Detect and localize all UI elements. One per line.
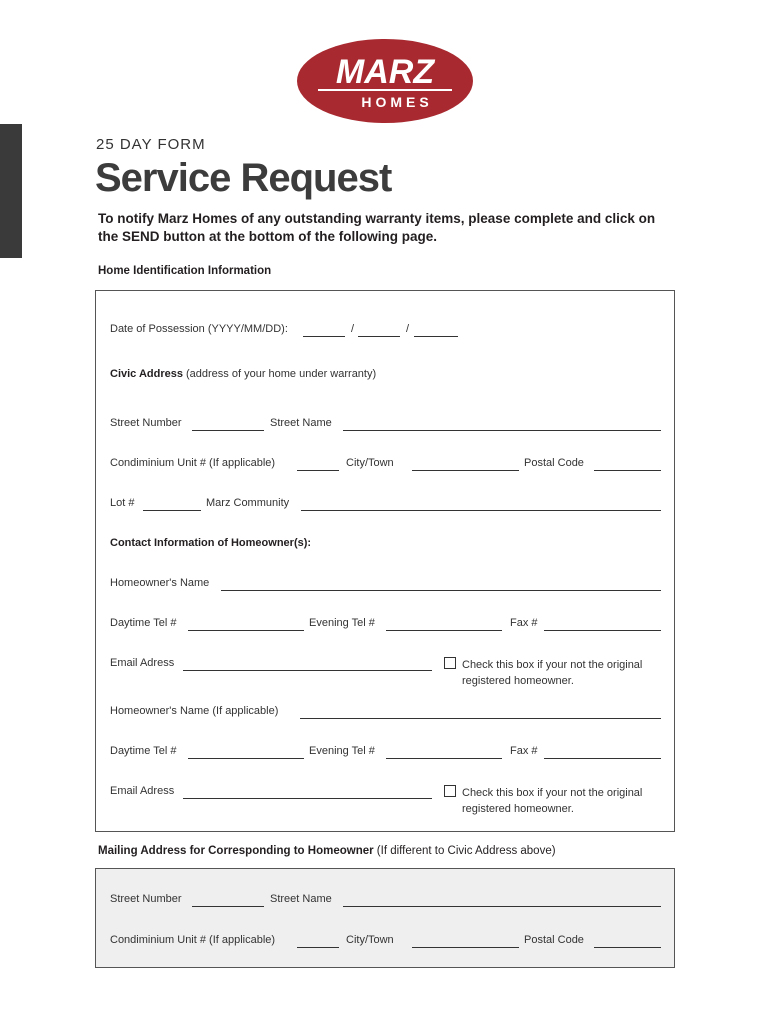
- email-label: Email Adress: [110, 785, 175, 797]
- owner-name-2-label: Homeowner's Name (If applicable): [110, 705, 279, 717]
- owner-name-2-row: [110, 705, 660, 721]
- email-label: Email Adress: [110, 657, 175, 669]
- daytime-tel-label: Daytime Tel #: [110, 617, 177, 629]
- marz-homes-logo: [296, 38, 474, 124]
- contact-section-heading: Contact Information of Homeowner(s):: [110, 537, 312, 549]
- condo-unit-field[interactable]: [297, 470, 339, 471]
- phone-row: [110, 617, 660, 633]
- mailing-street-name-field[interactable]: [343, 906, 661, 907]
- not-original-owner-text: Check this box if your not the original registered homeowner.: [462, 659, 643, 687]
- mailing-city-field[interactable]: [412, 947, 519, 948]
- contact-heading-row: [110, 537, 660, 553]
- lot-field[interactable]: [143, 510, 201, 511]
- daytime-tel-field-2[interactable]: [188, 758, 304, 759]
- daytime-tel-field[interactable]: [188, 630, 304, 631]
- street-number-field[interactable]: [192, 430, 264, 431]
- postal-code-field[interactable]: [594, 470, 661, 471]
- not-original-owner-checkbox[interactable]: [444, 657, 456, 669]
- lot-label: Lot #: [110, 497, 135, 509]
- home-section-heading: Home Identification Information: [98, 265, 272, 277]
- not-original-owner-checkbox-2[interactable]: [444, 785, 456, 797]
- email-field[interactable]: [183, 670, 432, 671]
- possession-day-field[interactable]: [414, 336, 458, 337]
- civic-address-row: [110, 368, 660, 384]
- street-row: [110, 417, 660, 433]
- street-name-label: Street Name: [270, 893, 332, 905]
- fax-field-2[interactable]: [544, 758, 661, 759]
- street-number-label: Street Number: [110, 417, 182, 429]
- mailing-postal-code-field[interactable]: [594, 947, 661, 948]
- civic-address-note: (address of your home under warranty): [186, 368, 377, 380]
- possession-month-field[interactable]: [358, 336, 400, 337]
- condo-unit-label: Condiminium Unit # (If applicable): [110, 457, 276, 469]
- owner-name-field[interactable]: [221, 590, 661, 591]
- mailing-section-heading: [98, 845, 556, 857]
- home-identification-box: [95, 290, 675, 832]
- city-label: City/Town: [346, 934, 394, 946]
- city-field[interactable]: [412, 470, 519, 471]
- mailing-heading-note: (If different to Civic Address above): [376, 845, 556, 857]
- evening-tel-label: Evening Tel #: [309, 745, 375, 757]
- postal-code-label: Postal Code: [524, 457, 584, 469]
- email-field-2[interactable]: [183, 798, 432, 799]
- mailing-heading-text: Mailing Address for Corresponding to Homeowner: [98, 845, 374, 857]
- side-tab-marker: [0, 124, 22, 258]
- evening-tel-field[interactable]: [386, 630, 502, 631]
- evening-tel-field-2[interactable]: [386, 758, 502, 759]
- evening-tel-label: Evening Tel #: [309, 617, 375, 629]
- possession-label: Date of Possession (YYYY/MM/DD):: [110, 323, 288, 335]
- mailing-condo-city-postal-row: [110, 934, 660, 950]
- possession-year-field[interactable]: [303, 336, 345, 337]
- street-name-field[interactable]: [343, 430, 661, 431]
- mailing-street-row: [110, 893, 660, 909]
- civic-address-label: Civic Address: [110, 368, 183, 380]
- owner-name-2-field[interactable]: [300, 718, 661, 719]
- owner-name-label: Homeowner's Name: [110, 577, 210, 589]
- page-title: Service Request: [95, 156, 392, 200]
- mailing-address-box: [95, 868, 675, 968]
- date-separator: /: [406, 323, 410, 335]
- logo-line1: MARZ: [335, 53, 435, 91]
- street-number-label: Street Number: [110, 893, 182, 905]
- logo-line2: HOMES: [361, 94, 433, 110]
- fax-label: Fax #: [510, 745, 538, 757]
- daytime-tel-label: Daytime Tel #: [110, 745, 177, 757]
- possession-row: [110, 323, 660, 339]
- intro-text: To notify Marz Homes of any outstanding warranty items, please complete and click on the SEND button at the bottom of the following page.: [98, 211, 656, 244]
- community-field[interactable]: [301, 510, 661, 511]
- postal-code-label: Postal Code: [524, 934, 584, 946]
- form-tag: 25 DAY FORM: [96, 136, 206, 153]
- phone-row-2: [110, 745, 660, 761]
- condo-city-postal-row: [110, 457, 660, 473]
- street-name-label: Street Name: [270, 417, 332, 429]
- community-label: Marz Community: [206, 497, 290, 509]
- fax-label: Fax #: [510, 617, 538, 629]
- owner-name-row: [110, 577, 660, 593]
- lot-community-row: [110, 497, 660, 513]
- fax-field[interactable]: [544, 630, 661, 631]
- mailing-street-number-field[interactable]: [192, 906, 264, 907]
- city-label: City/Town: [346, 457, 394, 469]
- mailing-condo-unit-field[interactable]: [297, 947, 339, 948]
- not-original-owner-text: Check this box if your not the original registered homeowner.: [462, 787, 643, 815]
- date-separator: /: [351, 323, 355, 335]
- condo-unit-label: Condiminium Unit # (If applicable): [110, 934, 276, 946]
